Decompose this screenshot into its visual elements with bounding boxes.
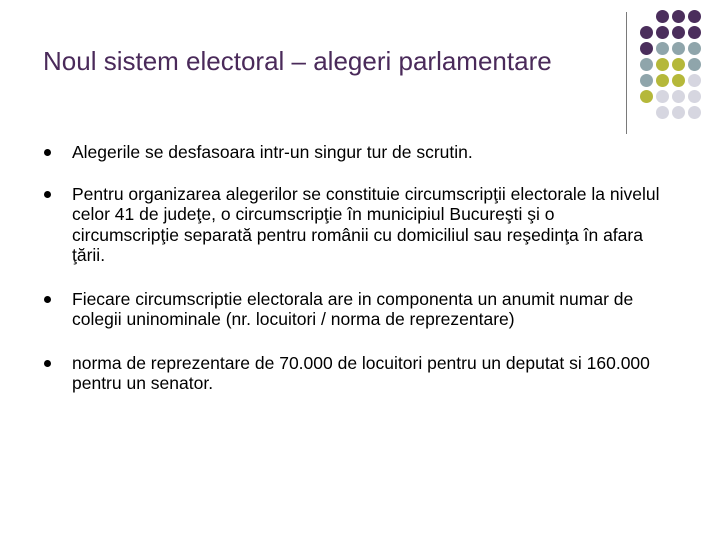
decorative-dot (640, 90, 653, 103)
decorative-dot (672, 106, 685, 119)
decorative-dot (672, 10, 685, 23)
bullet-item (44, 184, 664, 266)
decorative-dot (656, 10, 669, 23)
decorative-dot (656, 58, 669, 71)
bullet-text: norma de reprezentare de 70.000 de locuitori pentru un deputat si 160.000 pentru un senator. (72, 352, 650, 393)
bullet-item (44, 142, 664, 163)
decorative-dot (656, 42, 669, 55)
bullet-icon (44, 149, 51, 156)
bullet-item (44, 289, 664, 330)
decorative-dot-grid (640, 10, 720, 120)
decorative-dot (688, 74, 701, 87)
decorative-dot (688, 10, 701, 23)
decorative-dot (672, 74, 685, 87)
bullet-icon (44, 360, 51, 367)
decorative-dot (688, 26, 701, 39)
decorative-dot (688, 58, 701, 71)
bullet-text: Alegerile se desfasoara intr-un singur tur de scrutin. (72, 142, 473, 162)
decorative-dot (672, 58, 685, 71)
decorative-dot (656, 74, 669, 87)
decorative-dot (688, 90, 701, 103)
decorative-dot (640, 58, 653, 71)
decorative-dot (672, 26, 685, 39)
bullet-text: Pentru organizarea alegerilor se constituie circumscripţii electorale la nivelul celor 41 de judeţe, o circumscripţie în municipiul Bucureşti şi o circumscripţie separată pentru românii cu domiciliul sau reşedinţa în afara ţării. (72, 183, 660, 265)
bullet-list (44, 140, 664, 394)
bullet-item (44, 353, 664, 394)
decorative-dot (688, 106, 701, 119)
decorative-dot (656, 90, 669, 103)
decorative-dot (672, 42, 685, 55)
decorative-dot (640, 42, 653, 55)
decorative-dot (640, 26, 653, 39)
decorative-dot (656, 26, 669, 39)
bullet-icon (44, 191, 51, 198)
decorative-dot (640, 74, 653, 87)
divider-line (626, 12, 627, 134)
bullet-icon (44, 296, 51, 303)
slide-title: Noul sistem electoral – alegeri parlamentare (43, 46, 552, 76)
decorative-dot (672, 90, 685, 103)
decorative-dot (688, 42, 701, 55)
decorative-dot (656, 106, 669, 119)
bullet-text: Fiecare circumscriptie electorala are in componenta un anumit numar de colegii uninominale (nr. locuitori / norma de reprezentare) (72, 288, 634, 329)
